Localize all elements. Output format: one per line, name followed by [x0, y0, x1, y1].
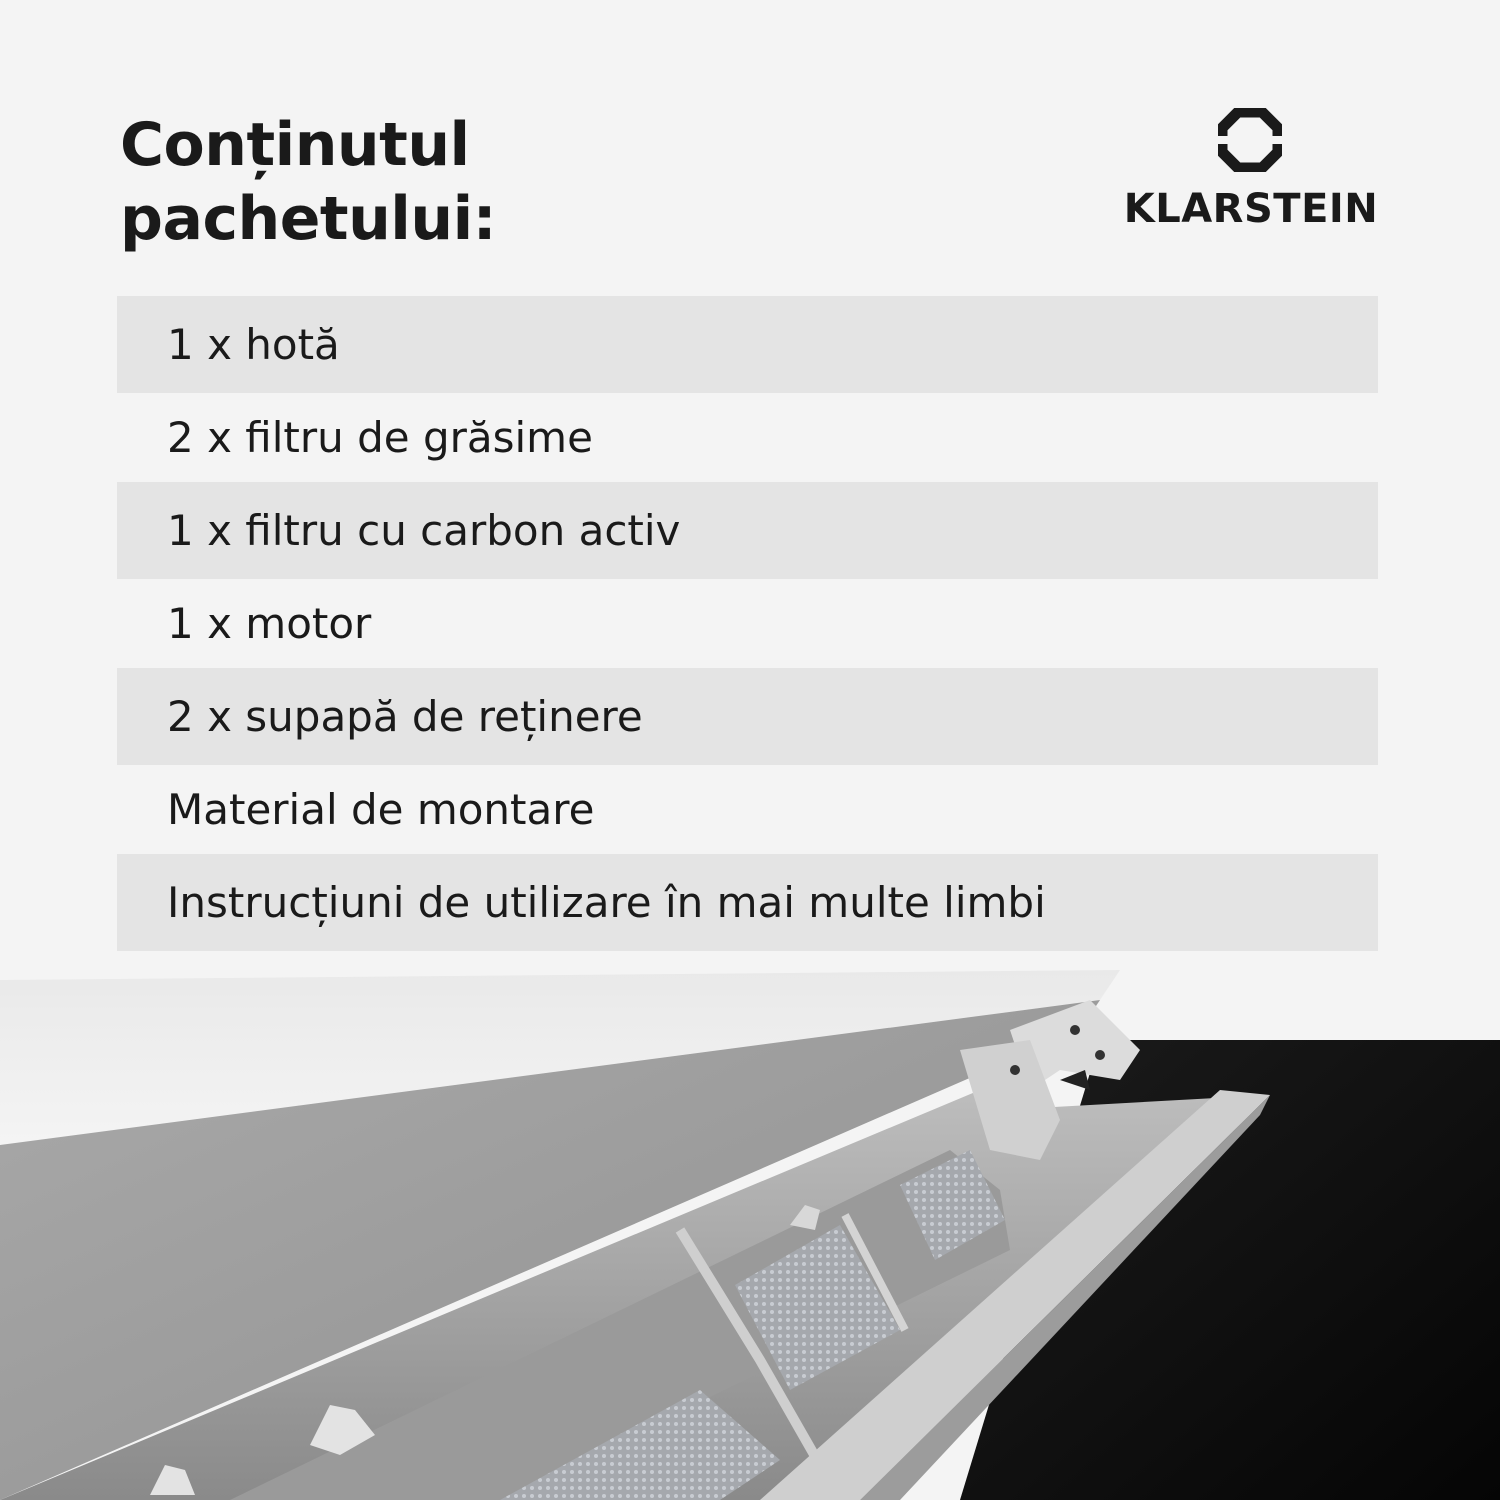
list-item: 1 x hotă: [117, 296, 1378, 393]
page-title-line-1: Conținutul: [120, 110, 470, 180]
package-contents-list: [117, 296, 1378, 951]
list-item: 2 x filtru de grăsime: [167, 412, 593, 462]
brand-name: KLARSTEIN: [1123, 186, 1379, 232]
page-title-line-2: pachetului:: [120, 184, 497, 254]
page-title: [120, 108, 496, 256]
list-item: 2 x supapă de reținere: [117, 668, 1378, 765]
product-photo: [0, 940, 1500, 1500]
klarstein-logo-icon: [1218, 108, 1282, 172]
list-item: Material de montare: [167, 784, 595, 834]
list-item: 1 x filtru cu carbon activ: [117, 482, 1378, 579]
list-item: 1 x motor: [167, 598, 372, 648]
list-item: Instrucțiuni de utilizare în mai multe limbi: [117, 854, 1378, 951]
brand-logo: [1122, 108, 1380, 233]
